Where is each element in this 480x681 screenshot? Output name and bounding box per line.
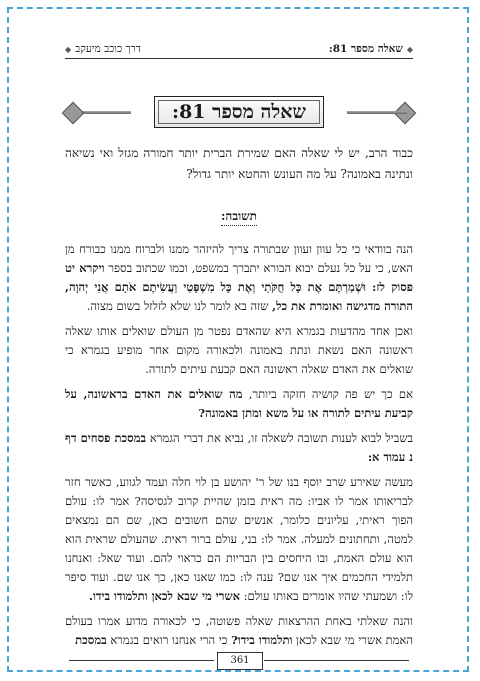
running-head-book-text: דרך כוכב מיעקב <box>75 43 141 55</box>
answer-body <box>65 240 413 650</box>
answer-paragraph <box>65 322 413 379</box>
answer-paragraph <box>65 385 413 423</box>
answer-heading <box>65 185 413 226</box>
answer-paragraph <box>65 429 413 467</box>
bullet-icon: ◆ <box>406 44 413 54</box>
text-run: בשביל לבוא לענות תשובה לשאלה זו, נביא את דברי הגמרא <box>146 431 413 445</box>
answer-paragraph <box>65 473 413 606</box>
bullet-icon: ◆ <box>65 44 72 54</box>
page-content <box>65 43 413 650</box>
page-frame <box>7 7 469 672</box>
bold-text-run: במסכת פסחים דף נ עמוד א: <box>65 431 413 464</box>
running-head-book <box>65 43 141 55</box>
answer-paragraph <box>65 612 413 650</box>
bold-text-run: ותלמודו בידו? <box>231 633 293 647</box>
question-text: כבוד הרב, יש לי שאלה האם שמירת הברית יותר חמורה מגזל ואי נשיאה ונתינה באמונה? על מה העונש והחטא יותר גדול? <box>65 146 413 181</box>
text-run: מעשה שאירע שרב יוסף בנו של ר' יהושע בן לוי חלה ועמד לגווע, כאשר חזר לבריאותו אמר לו אביו: מה ראית בזמן שהיית קרוב לגסיסה? אמר לו: עולם הפוך ראיתי, עליונים כלומר, אנשים שהם חשובים כאן, שם הם נמצאים למטה, ותחתונים למעלה. אמר לו: בני, עולם ברור ראית. שהעולם שראית הוא הוא עולם האמת, ובו היחסים בין הבריות הם כראוי להם. ועוד שאל: ואנחנו תלמידי החכמים איך אנו שם? ענה לו: כמו שאנו כאן, כך אנו שם. ועוד סיפר לו: ושמעתי שהיו אומרים באותו עולם: <box>65 475 413 603</box>
text-run: הנה בוודאי כי כל עוון ועוון שבתורה צריך להיזהר ממנו ולברוח ממנו כבורח מן האש, כי על כל נעלם יבוא הבורא יתברך במשפט, וכמו שכתוב בספר <box>65 242 413 275</box>
answer-paragraph <box>65 240 413 316</box>
running-head-question-text: שאלה מספר 81: <box>328 43 403 55</box>
bold-text-run: אשרי מי שבא לכאן ותלמודו בידו. <box>88 589 240 603</box>
text-run: כי הרי אנחנו רואים בגמרא <box>106 633 232 647</box>
text-run: אם כך יש פה קושיה חזקה ביותר, <box>242 387 414 401</box>
page-number: 361 <box>217 652 263 670</box>
page-footer <box>69 654 409 668</box>
footer-rule <box>69 660 214 661</box>
banner-title: שאלה מספר 81: <box>172 100 306 123</box>
bold-text-run: במסכת <box>75 633 107 647</box>
banner-box <box>154 96 324 128</box>
ornament-line <box>347 111 407 114</box>
ornament-diamond-icon <box>62 102 85 125</box>
bold-text-run: ויקרא יט פסוק לז: וּשְׁמַרְתֶּם אֶת כָּל חֻקֹּתַי וְאֶת כָּל מִשְׁפָּטַי וַעֲשִׂיתֶם אֹתָם אֲנִי יְהוָה, התורה מדגישה ואומרת את כל, <box>65 261 413 313</box>
bold-text-run: מה שואלים את האדם בראשונה, על קביעת עיתים לתורה או על משא ומתן באמונה? <box>65 387 413 420</box>
footer-rule <box>264 660 409 661</box>
text-run: שזה בא לומר לנו שלא לזלזל בשום מצוה. <box>86 299 273 313</box>
text-run: ואכן אחד מהדעות בגמרא היא שהאדם נפטר מן העולם שואלים אותו שאלה ראשונה האם נשאת ונתת באמונה ולכאורה מקום אחר מופיע בגמרא כי שואלים את האדם שאלה ראשונה האם קבעת עיתים לתורה. <box>65 324 413 376</box>
text-run: והנה שאלתי באחת ההרצאות שאלה פשוטה, כי לכאורה מדוע אמרו בעולם האמת אשרי מי שבא לכאן <box>65 614 413 647</box>
running-head-question <box>329 43 413 55</box>
answer-title: תשובה: <box>221 209 257 226</box>
running-head <box>65 43 413 59</box>
question-banner <box>65 95 413 129</box>
